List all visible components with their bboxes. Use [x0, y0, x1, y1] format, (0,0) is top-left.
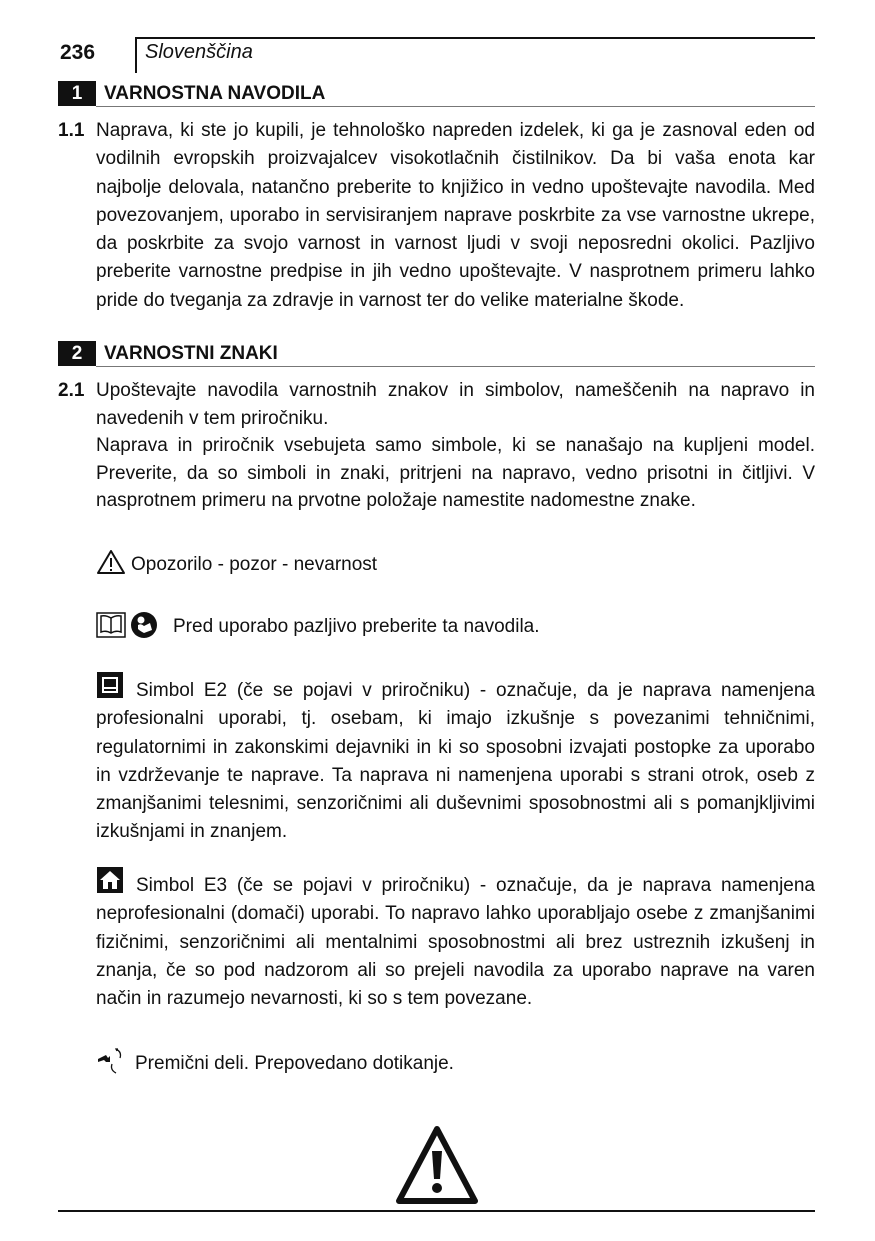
language-label: Slovenščina [145, 41, 253, 63]
paragraph-2-1-line-1: Upoštevajte navodila varnostnih znakov in simbolov, nameščenih na napravo in navedenih v tem priročniku. [96, 380, 815, 429]
large-warning-triangle-icon [395, 1125, 479, 1205]
manual-book-icon [96, 612, 126, 638]
symbol-e3-text: Simbol E3 (če se pojavi v priročniku) - označuje, da je naprava namenjena neprofesionalni (domači) uporabi. To napravo lahko uporabljajo osebe z zmanjšanimi fizičnimi, senzoričnimi ali mentalnimi sposobnostmi ali brez ustreznih izkušenj in znanja, če so pod nadzorom ali so prejeli navodila za uporabo naprave na varen način in razumejo nevarnosti, ki so s tem povezane. [96, 875, 815, 1010]
paragraph-2-1-number: 2.1 [58, 380, 85, 401]
read-manual-text: Pred uporabo pazljivo preberite ta navodila. [173, 616, 540, 637]
read-instructions-icon [130, 611, 158, 639]
paragraph-2-1-text [96, 377, 815, 515]
section-1-rule [96, 106, 815, 107]
moving-parts-icon [96, 1046, 126, 1076]
page-header [58, 37, 815, 73]
page-number: 236 [60, 41, 96, 64]
section-2-title: VARNOSTNI ZNAKI [104, 343, 278, 364]
warning-triangle-icon [96, 549, 126, 575]
paragraph-2-1-line-2: Naprava in priročnik vsebujeta samo simbole, ki se nanašajo na kupljeni model. Preverite, da so simboli in znaki, pritrjeni na napravo, vedno prisotni in čitljivi. V nasprotnem primeru na prvotne položaje namestite nadomestne znake. [96, 435, 815, 511]
section-1-heading [58, 81, 815, 107]
paragraph-1-1-number: 1.1 [58, 120, 85, 141]
header-rule [135, 37, 815, 39]
warning-symbol-text: Opozorilo - pozor - nevarnost [131, 554, 378, 575]
section-1-number: 1 [58, 81, 96, 106]
section-1-title: VARNOSTNA NAVODILA [104, 83, 326, 104]
section-2-number: 2 [58, 341, 96, 366]
paragraph-1-1-text: Naprava, ki ste jo kupili, je tehnološko napreden izdelek, ki ga je zasnoval eden od vodilnih evropskih proizvajalcev visokotlačnih čistilnikov. Da bi vaša enota kar najbolje delovala, natančno preberite to knjižico in vedno upoštevajte navodila. Med povezovanjem, uporabo in servisiranjem naprave poskrbite za vse varnostne ukrepe, da poskrbite za svojo varnost in varnost ljudi v svoji neposredni okolici. Pazljivo preberite varnostne predpise in jih vedno upoštevajte. V nasprotnem primeru lahko pride do tveganja za zdravje in varnost ter do velike materialne škode. [96, 120, 815, 311]
footer-rule [58, 1210, 815, 1212]
section-2-rule [96, 366, 815, 367]
moving-parts-text: Premični deli. Prepovedano dotikanje. [135, 1053, 454, 1074]
section-2-heading [58, 341, 815, 367]
header-divider [135, 37, 137, 73]
symbol-e2-text: Simbol E2 (če se pojavi v priročniku) - označuje, da je naprava namenjena profesionalni uporabi, tj. osebam, ki imajo izkušnje s povezanimi tehničnimi, regulatornimi in zakonskimi dejavniki in ki so sposobni izvajati postopke za uporabo in vzdrževanje te naprave. Ta naprava ni namenjena uporabi s strani otrok, oseb z zmanjšanimi telesnimi, senzoričnimi ali duševnimi sposobnostmi ali s pomanjkljivimi izkušnjami in znanjem. [96, 680, 815, 843]
